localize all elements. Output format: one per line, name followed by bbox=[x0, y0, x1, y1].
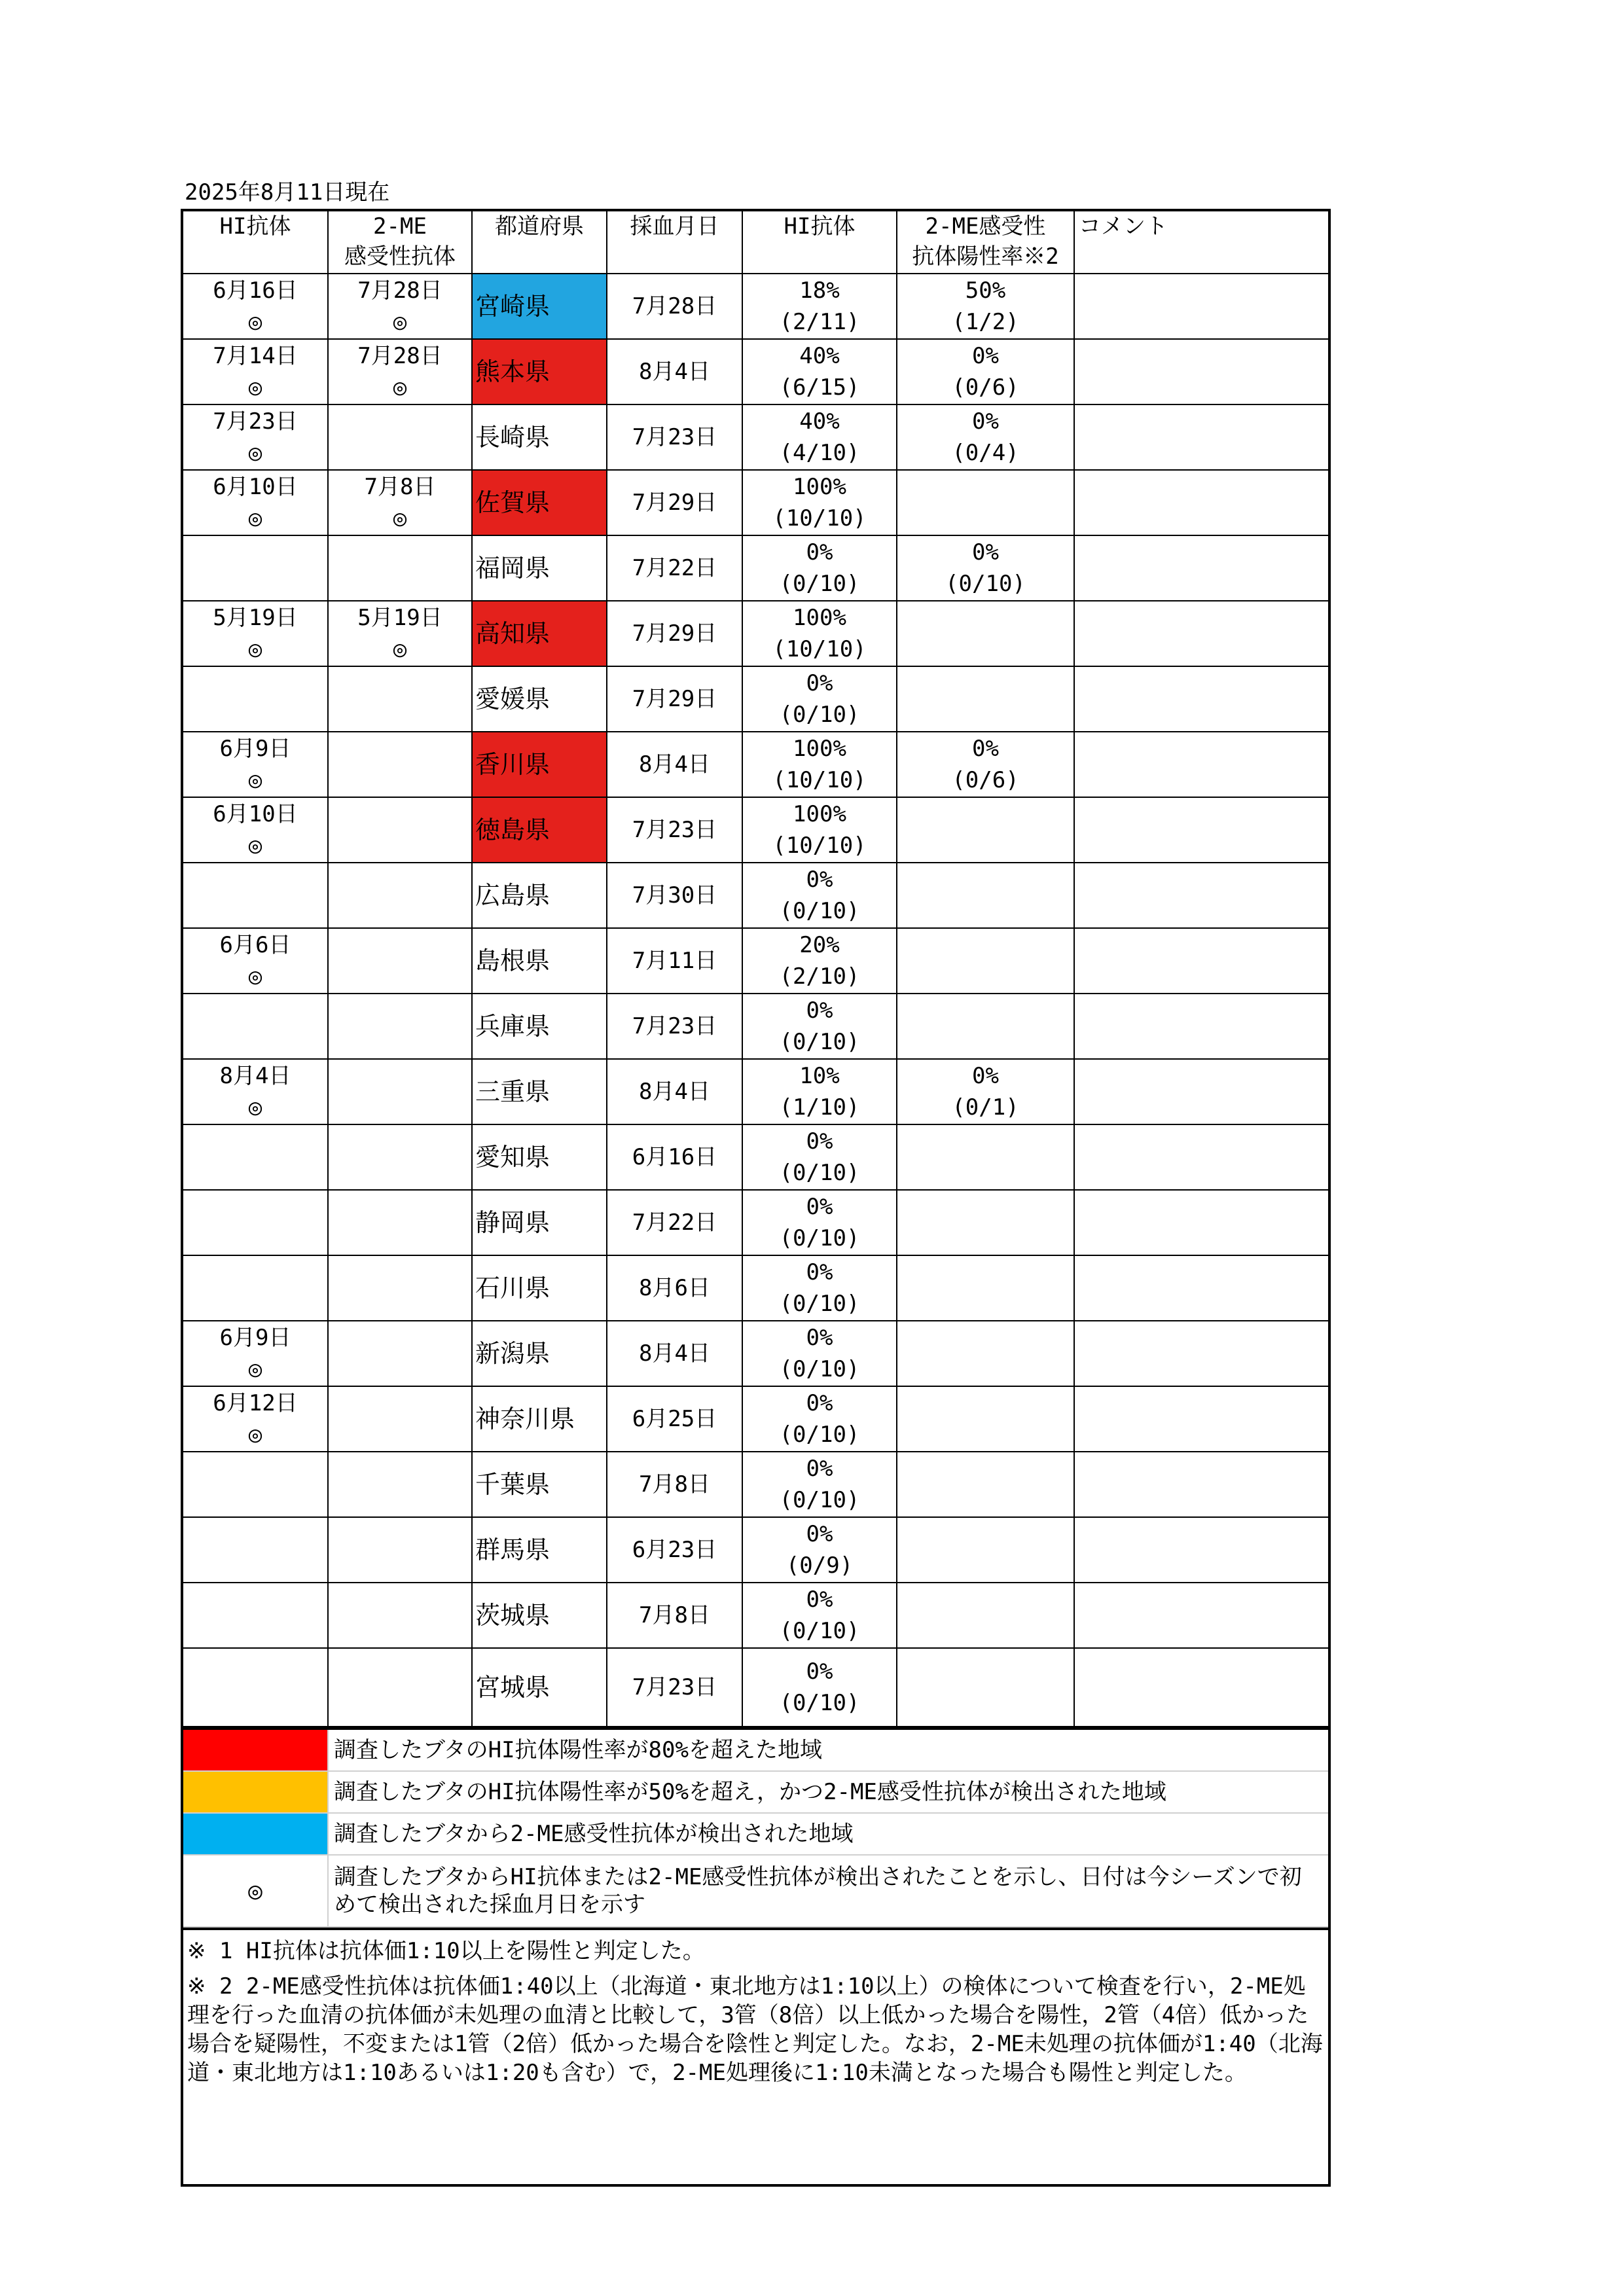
hi-first-detected-cell: 6月10日 ◎ bbox=[183, 797, 328, 863]
comment-cell bbox=[1074, 1190, 1328, 1255]
sampling-date-cell: 8月4日 bbox=[607, 1321, 742, 1386]
sampling-date-cell: 6月16日 bbox=[607, 1124, 742, 1190]
prefecture-cell: 熊本県 bbox=[472, 339, 607, 404]
table-row bbox=[183, 1648, 1328, 1727]
hi-positive-rate-cell: 0% (0/10) bbox=[742, 1583, 897, 1648]
2me-positive-rate-cell: 50% (1/2) bbox=[897, 274, 1074, 339]
hi-positive-rate-cell: 10% (1/10) bbox=[742, 1059, 897, 1124]
comment-cell bbox=[1074, 1255, 1328, 1321]
2me-first-detected-cell: 5月19日 ◎ bbox=[328, 601, 472, 666]
sampling-date-cell: 7月23日 bbox=[607, 404, 742, 470]
hi-positive-rate-cell: 0% (0/10) bbox=[742, 1386, 897, 1452]
table-row bbox=[183, 1452, 1328, 1517]
prefecture-cell: 長崎県 bbox=[472, 404, 607, 470]
2me-positive-rate-cell bbox=[897, 1124, 1074, 1190]
legend-text: 調査したブタから2-ME感受性抗体が検出された地域 bbox=[334, 1821, 854, 1847]
2me-first-detected-cell bbox=[328, 1452, 472, 1517]
header-row bbox=[183, 211, 1328, 274]
2me-positive-rate-cell bbox=[897, 666, 1074, 732]
hi-first-detected-cell bbox=[183, 1190, 328, 1255]
2me-positive-rate-cell bbox=[897, 863, 1074, 928]
comment-cell bbox=[1074, 1321, 1328, 1386]
2me-first-detected-cell bbox=[328, 1059, 472, 1124]
hi-first-detected-cell bbox=[183, 994, 328, 1059]
2me-positive-rate-cell bbox=[897, 928, 1074, 994]
2me-positive-rate-cell bbox=[897, 797, 1074, 863]
prefecture-cell: 広島県 bbox=[472, 863, 607, 928]
prefecture-cell: 愛媛県 bbox=[472, 666, 607, 732]
legend-row bbox=[183, 1772, 1328, 1814]
2me-first-detected-cell bbox=[328, 1517, 472, 1583]
footnote: ※ 2 2-ME感受性抗体は抗体価1:40以上（北海道・東北地方は1:10以上）の検体について検査を行い，2-ME処理を行った血清の抗体価が未処理の血清と比較して，3管（8倍）以上低かった場合を陽性，2管（4倍）低かった場合を疑陽性，不変または1管（2倍）低かった場合を陰性と判定した。なお，2-ME未処理の抗体価が1:40（北海道・東北地方は1:10あるいは1:20も含む）で，2-ME処理後に1:10未満となった場合も陽性と判定した。 bbox=[187, 1973, 1323, 2086]
table-row bbox=[183, 732, 1328, 797]
hi-first-detected-cell: 7月14日 ◎ bbox=[183, 339, 328, 404]
header-hi-antibody: HI抗体 bbox=[183, 211, 328, 274]
hi-positive-rate-cell: 0% (0/10) bbox=[742, 1648, 897, 1727]
legend-swatch bbox=[183, 1772, 329, 1812]
comment-cell bbox=[1074, 994, 1328, 1059]
header-2me-rate: 2-ME感受性 抗体陽性率※2 bbox=[897, 211, 1074, 274]
legend-swatch bbox=[183, 1730, 329, 1770]
prefecture-cell: 兵庫県 bbox=[472, 994, 607, 1059]
hi-positive-rate-cell: 100% (10/10) bbox=[742, 601, 897, 666]
table-row bbox=[183, 1386, 1328, 1452]
sampling-date-cell: 7月23日 bbox=[607, 1648, 742, 1727]
table-row bbox=[183, 1190, 1328, 1255]
sampling-date-cell: 8月4日 bbox=[607, 1059, 742, 1124]
table-row bbox=[183, 339, 1328, 404]
2me-first-detected-cell bbox=[328, 1190, 472, 1255]
legend-swatch bbox=[183, 1814, 329, 1854]
hi-positive-rate-cell: 40% (6/15) bbox=[742, 339, 897, 404]
table-row bbox=[183, 1124, 1328, 1190]
sampling-date-cell: 7月11日 bbox=[607, 928, 742, 994]
hi-positive-rate-cell: 0% (0/10) bbox=[742, 1321, 897, 1386]
sampling-date-cell: 7月29日 bbox=[607, 666, 742, 732]
hi-positive-rate-cell: 0% (0/10) bbox=[742, 1255, 897, 1321]
legend-text: 調査したブタからHI抗体または2-ME感受性抗体が検出されたことを示し、日付は今シーズンで初めて検出された採血月日を示す bbox=[334, 1864, 1302, 1918]
comment-cell bbox=[1074, 274, 1328, 339]
table-row bbox=[183, 1583, 1328, 1648]
table-row bbox=[183, 601, 1328, 666]
sampling-date-cell: 7月28日 bbox=[607, 274, 742, 339]
2me-first-detected-cell bbox=[328, 1255, 472, 1321]
hi-first-detected-cell bbox=[183, 535, 328, 601]
header-prefecture: 都道府県 bbox=[472, 211, 607, 274]
2me-first-detected-cell: 7月28日 ◎ bbox=[328, 274, 472, 339]
comment-cell bbox=[1074, 863, 1328, 928]
hi-first-detected-cell: 7月23日 ◎ bbox=[183, 404, 328, 470]
sampling-date-cell: 7月22日 bbox=[607, 1190, 742, 1255]
comment-cell bbox=[1074, 601, 1328, 666]
legend bbox=[183, 1727, 1328, 1928]
survey-table-frame bbox=[181, 209, 1331, 2187]
header-hi-rate: HI抗体 bbox=[742, 211, 897, 274]
2me-first-detected-cell bbox=[328, 1386, 472, 1452]
2me-positive-rate-cell bbox=[897, 1321, 1074, 1386]
prefecture-cell: 徳島県 bbox=[472, 797, 607, 863]
comment-cell bbox=[1074, 928, 1328, 994]
comment-cell bbox=[1074, 797, 1328, 863]
prefecture-cell: 神奈川県 bbox=[472, 1386, 607, 1452]
2me-positive-rate-cell bbox=[897, 1583, 1074, 1648]
sampling-date-cell: 7月8日 bbox=[607, 1452, 742, 1517]
2me-first-detected-cell bbox=[328, 1124, 472, 1190]
2me-first-detected-cell bbox=[328, 666, 472, 732]
table-row bbox=[183, 1517, 1328, 1583]
2me-positive-rate-cell: 0% (0/10) bbox=[897, 535, 1074, 601]
2me-first-detected-cell bbox=[328, 797, 472, 863]
prefecture-cell: 佐賀県 bbox=[472, 470, 607, 535]
header-2me-antibody: 2-ME 感受性抗体 bbox=[328, 211, 472, 274]
hi-first-detected-cell bbox=[183, 1255, 328, 1321]
hi-first-detected-cell bbox=[183, 1648, 328, 1727]
legend-row bbox=[183, 1856, 1328, 1928]
2me-first-detected-cell bbox=[328, 404, 472, 470]
footnotes bbox=[183, 1928, 1328, 2087]
hi-first-detected-cell: 6月10日 ◎ bbox=[183, 470, 328, 535]
sampling-date-cell: 7月23日 bbox=[607, 994, 742, 1059]
hi-positive-rate-cell: 20% (2/10) bbox=[742, 928, 897, 994]
legend-text: 調査したブタのHI抗体陽性率が80%を超えた地域 bbox=[334, 1737, 822, 1763]
comment-cell bbox=[1074, 666, 1328, 732]
prefecture-cell: 福岡県 bbox=[472, 535, 607, 601]
hi-first-detected-cell bbox=[183, 1124, 328, 1190]
2me-positive-rate-cell bbox=[897, 994, 1074, 1059]
survey-table bbox=[183, 211, 1328, 1727]
hi-first-detected-cell: 6月12日 ◎ bbox=[183, 1386, 328, 1452]
2me-positive-rate-cell bbox=[897, 1190, 1074, 1255]
2me-first-detected-cell bbox=[328, 535, 472, 601]
prefecture-cell: 島根県 bbox=[472, 928, 607, 994]
hi-positive-rate-cell: 0% (0/10) bbox=[742, 1190, 897, 1255]
hi-first-detected-cell: 6月16日 ◎ bbox=[183, 274, 328, 339]
hi-first-detected-cell bbox=[183, 1583, 328, 1648]
sampling-date-cell: 7月23日 bbox=[607, 797, 742, 863]
hi-first-detected-cell: 6月9日 ◎ bbox=[183, 732, 328, 797]
sampling-date-cell: 8月4日 bbox=[607, 339, 742, 404]
sampling-date-cell: 7月29日 bbox=[607, 470, 742, 535]
2me-first-detected-cell bbox=[328, 1321, 472, 1386]
2me-positive-rate-cell bbox=[897, 601, 1074, 666]
hi-first-detected-cell bbox=[183, 1452, 328, 1517]
prefecture-cell: 群馬県 bbox=[472, 1517, 607, 1583]
2me-first-detected-cell bbox=[328, 732, 472, 797]
2me-first-detected-cell: 7月28日 ◎ bbox=[328, 339, 472, 404]
as-of-date: 2025年8月11日現在 bbox=[185, 179, 390, 206]
prefecture-cell: 愛知県 bbox=[472, 1124, 607, 1190]
legend-swatch: ◎ bbox=[183, 1856, 329, 1926]
comment-cell bbox=[1074, 1517, 1328, 1583]
comment-cell bbox=[1074, 339, 1328, 404]
2me-positive-rate-cell bbox=[897, 1386, 1074, 1452]
sampling-date-cell: 7月29日 bbox=[607, 601, 742, 666]
2me-positive-rate-cell bbox=[897, 1648, 1074, 1727]
header-sampling-date: 採血月日 bbox=[607, 211, 742, 274]
2me-positive-rate-cell bbox=[897, 1452, 1074, 1517]
2me-first-detected-cell bbox=[328, 863, 472, 928]
hi-positive-rate-cell: 0% (0/9) bbox=[742, 1517, 897, 1583]
2me-positive-rate-cell bbox=[897, 470, 1074, 535]
2me-first-detected-cell: 7月8日 ◎ bbox=[328, 470, 472, 535]
comment-cell bbox=[1074, 1648, 1328, 1727]
hi-positive-rate-cell: 0% (0/10) bbox=[742, 994, 897, 1059]
comment-cell bbox=[1074, 535, 1328, 601]
legend-row bbox=[183, 1814, 1328, 1856]
hi-first-detected-cell bbox=[183, 666, 328, 732]
sampling-date-cell: 6月23日 bbox=[607, 1517, 742, 1583]
comment-cell bbox=[1074, 404, 1328, 470]
2me-positive-rate-cell: 0% (0/1) bbox=[897, 1059, 1074, 1124]
hi-first-detected-cell bbox=[183, 1517, 328, 1583]
2me-positive-rate-cell: 0% (0/4) bbox=[897, 404, 1074, 470]
hi-positive-rate-cell: 0% (0/10) bbox=[742, 666, 897, 732]
comment-cell bbox=[1074, 1124, 1328, 1190]
sampling-date-cell: 7月22日 bbox=[607, 535, 742, 601]
table-row bbox=[183, 666, 1328, 732]
2me-positive-rate-cell: 0% (0/6) bbox=[897, 339, 1074, 404]
hi-first-detected-cell: 6月6日 ◎ bbox=[183, 928, 328, 994]
hi-positive-rate-cell: 100% (10/10) bbox=[742, 797, 897, 863]
2me-first-detected-cell bbox=[328, 928, 472, 994]
prefecture-cell: 茨城県 bbox=[472, 1583, 607, 1648]
prefecture-cell: 三重県 bbox=[472, 1059, 607, 1124]
legend-text: 調査したブタのHI抗体陽性率が50%を超え，かつ2-ME感受性抗体が検出された地域 bbox=[334, 1779, 1166, 1805]
sampling-date-cell: 6月25日 bbox=[607, 1386, 742, 1452]
table-row bbox=[183, 797, 1328, 863]
2me-first-detected-cell bbox=[328, 1648, 472, 1727]
table-row bbox=[183, 863, 1328, 928]
hi-first-detected-cell: 6月9日 ◎ bbox=[183, 1321, 328, 1386]
table-row bbox=[183, 994, 1328, 1059]
table-row bbox=[183, 1059, 1328, 1124]
hi-positive-rate-cell: 0% (0/10) bbox=[742, 863, 897, 928]
hi-positive-rate-cell: 100% (10/10) bbox=[742, 470, 897, 535]
comment-cell bbox=[1074, 1583, 1328, 1648]
2me-first-detected-cell bbox=[328, 1583, 472, 1648]
table-row bbox=[183, 1255, 1328, 1321]
comment-cell bbox=[1074, 470, 1328, 535]
prefecture-cell: 宮崎県 bbox=[472, 274, 607, 339]
hi-positive-rate-cell: 0% (0/10) bbox=[742, 1124, 897, 1190]
hi-first-detected-cell: 8月4日 ◎ bbox=[183, 1059, 328, 1124]
prefecture-cell: 静岡県 bbox=[472, 1190, 607, 1255]
sampling-date-cell: 8月6日 bbox=[607, 1255, 742, 1321]
prefecture-cell: 千葉県 bbox=[472, 1452, 607, 1517]
hi-positive-rate-cell: 100% (10/10) bbox=[742, 732, 897, 797]
hi-positive-rate-cell: 0% (0/10) bbox=[742, 1452, 897, 1517]
hi-positive-rate-cell: 0% (0/10) bbox=[742, 535, 897, 601]
table-row bbox=[183, 928, 1328, 994]
hi-positive-rate-cell: 40% (4/10) bbox=[742, 404, 897, 470]
footnote: ※ 1 HI抗体は抗体価1:10以上を陽性と判定した。 bbox=[187, 1938, 705, 1964]
hi-positive-rate-cell: 18% (2/11) bbox=[742, 274, 897, 339]
comment-cell bbox=[1074, 1386, 1328, 1452]
comment-cell bbox=[1074, 1059, 1328, 1124]
prefecture-cell: 石川県 bbox=[472, 1255, 607, 1321]
prefecture-cell: 高知県 bbox=[472, 601, 607, 666]
prefecture-cell: 新潟県 bbox=[472, 1321, 607, 1386]
sampling-date-cell: 7月30日 bbox=[607, 863, 742, 928]
sampling-date-cell: 7月8日 bbox=[607, 1583, 742, 1648]
prefecture-cell: 香川県 bbox=[472, 732, 607, 797]
hi-first-detected-cell bbox=[183, 863, 328, 928]
legend-row bbox=[183, 1730, 1328, 1772]
2me-positive-rate-cell bbox=[897, 1517, 1074, 1583]
header-comment: コメント bbox=[1074, 211, 1328, 274]
comment-cell bbox=[1074, 1452, 1328, 1517]
table-row bbox=[183, 274, 1328, 339]
table-row bbox=[183, 1321, 1328, 1386]
2me-positive-rate-cell bbox=[897, 1255, 1074, 1321]
comment-cell bbox=[1074, 732, 1328, 797]
table-row bbox=[183, 535, 1328, 601]
table-row bbox=[183, 404, 1328, 470]
prefecture-cell: 宮城県 bbox=[472, 1648, 607, 1727]
2me-positive-rate-cell: 0% (0/6) bbox=[897, 732, 1074, 797]
table-row bbox=[183, 470, 1328, 535]
sampling-date-cell: 8月4日 bbox=[607, 732, 742, 797]
2me-first-detected-cell bbox=[328, 994, 472, 1059]
hi-first-detected-cell: 5月19日 ◎ bbox=[183, 601, 328, 666]
